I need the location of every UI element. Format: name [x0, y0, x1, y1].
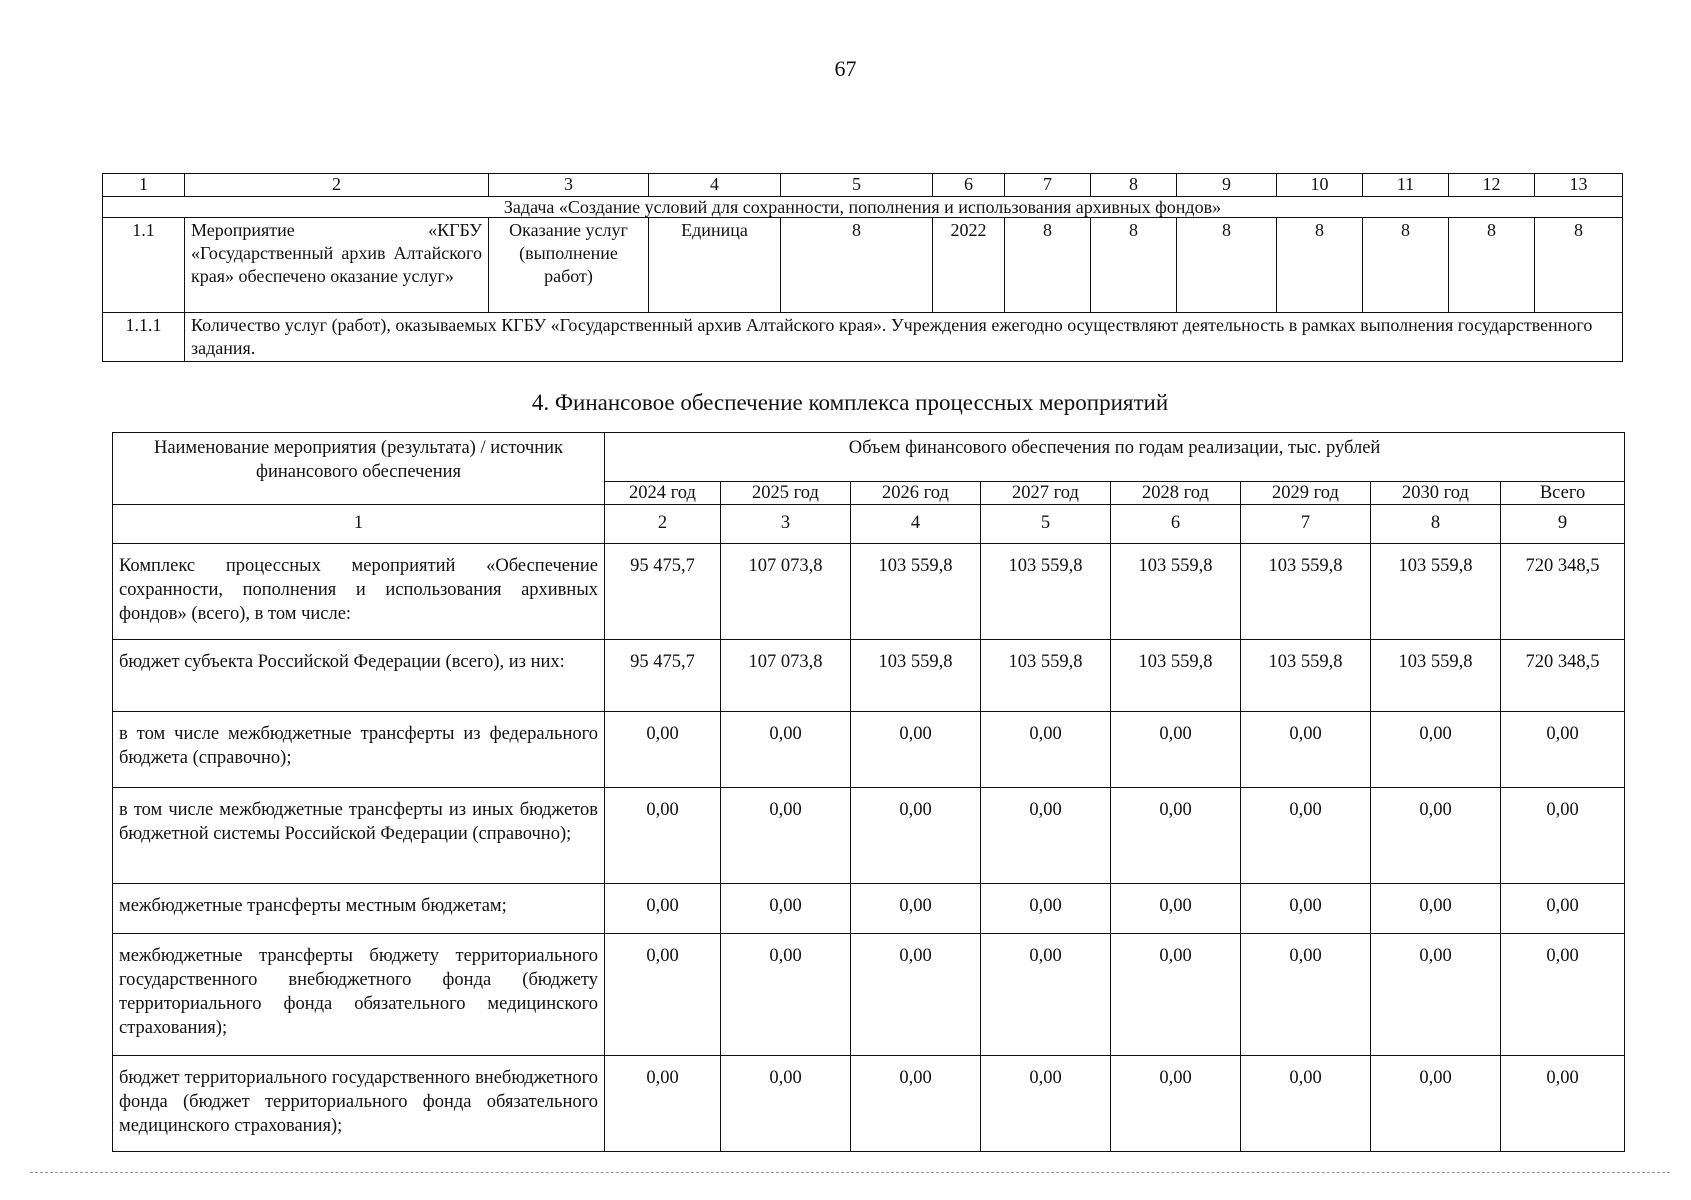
- cell-total: 0,00: [1501, 712, 1625, 788]
- year-header: 2025 год: [721, 482, 851, 505]
- measure-type: Оказание услуг (выполнение работ): [489, 218, 649, 313]
- footer-divider: [30, 1172, 1670, 1175]
- year-value: 8: [1363, 218, 1449, 313]
- cell-value: 103 559,8: [851, 640, 981, 712]
- column-number: 13: [1535, 174, 1623, 197]
- table-row: [113, 1056, 1625, 1152]
- cell-value: 0,00: [605, 788, 721, 884]
- column-number: 11: [1363, 174, 1449, 197]
- cell-value: 0,00: [851, 712, 981, 788]
- year-value: 8: [1177, 218, 1277, 313]
- column-number: 4: [649, 174, 781, 197]
- cell-value: 103 559,8: [1241, 640, 1371, 712]
- year-value: 8: [1277, 218, 1363, 313]
- column-number: 1: [113, 505, 605, 544]
- cell-value: 0,00: [1371, 884, 1501, 934]
- cell-value: 0,00: [1241, 884, 1371, 934]
- cell-total: 0,00: [1501, 934, 1625, 1056]
- table-row: [103, 218, 1623, 313]
- column-number: 12: [1449, 174, 1535, 197]
- cell-value: 0,00: [721, 934, 851, 1056]
- table-row: [113, 934, 1625, 1056]
- cell-value: 0,00: [1371, 934, 1501, 1056]
- cell-value: 0,00: [981, 788, 1111, 884]
- table-row: [113, 884, 1625, 934]
- column-number: 3: [489, 174, 649, 197]
- table-row: [113, 544, 1625, 640]
- cell-value: 0,00: [1111, 788, 1241, 884]
- column-number: 5: [981, 505, 1111, 544]
- table-row: [113, 640, 1625, 712]
- task-title: Задача «Создание условий для сохранности, пополнения и использования архивных фондов»: [103, 197, 1623, 218]
- row-name: Комплекс процессных мероприятий «Обеспечение сохранности, пополнения и использования архивных фондов» (всего), в том числе:: [113, 544, 605, 640]
- cell-value: 103 559,8: [1111, 640, 1241, 712]
- cell-value: 0,00: [1241, 788, 1371, 884]
- cell-value: 0,00: [851, 788, 981, 884]
- year-header: 2024 год: [605, 482, 721, 505]
- cell-value: 103 559,8: [1371, 544, 1501, 640]
- column-number: 2: [185, 174, 489, 197]
- column-header-name: Наименование мероприятия (результата) / источник финансового обеспечения: [113, 433, 605, 505]
- financing-table: [112, 432, 1625, 1152]
- column-numbers-row: [113, 505, 1625, 544]
- year-value: 8: [1091, 218, 1177, 313]
- row-name: межбюджетные трансферты местным бюджетам;: [113, 884, 605, 934]
- row-name: в том числе межбюджетные трансферты из федерального бюджета (справочно);: [113, 712, 605, 788]
- row-name: бюджет территориального государственного внебюджетного фонда (бюджет территориального фонда обязательного медицинского страхования);: [113, 1056, 605, 1152]
- indicators-table: [102, 173, 1623, 362]
- row-name: в том числе межбюджетные трансферты из иных бюджетов бюджетной системы Российской Федерации (справочно);: [113, 788, 605, 884]
- cell-value: 0,00: [981, 1056, 1111, 1152]
- cell-value: 0,00: [721, 788, 851, 884]
- cell-value: 0,00: [1241, 934, 1371, 1056]
- year-header: 2026 год: [851, 482, 981, 505]
- cell-value: 0,00: [1111, 884, 1241, 934]
- cell-value: 0,00: [721, 1056, 851, 1152]
- cell-value: 103 559,8: [851, 544, 981, 640]
- column-number: 7: [1241, 505, 1371, 544]
- year-value: 8: [1005, 218, 1091, 313]
- cell-value: 0,00: [1241, 712, 1371, 788]
- measure-name: Мероприятие «КГБУ «Государственный архив Алтайского края» обеспечено оказание услуг»: [185, 218, 489, 313]
- cell-value: 107 073,8: [721, 544, 851, 640]
- column-number: 8: [1371, 505, 1501, 544]
- row-name: бюджет субъекта Российской Федерации (всего), из них:: [113, 640, 605, 712]
- section-title: 4. Финансовое обеспечение комплекса процессных мероприятий: [531, 390, 1169, 415]
- cell-value: 0,00: [1371, 788, 1501, 884]
- column-number: 4: [851, 505, 981, 544]
- column-group-header: Объем финансового обеспечения по годам реализации, тыс. рублей: [605, 433, 1625, 482]
- year-header: 2028 год: [1111, 482, 1241, 505]
- cell-total: 0,00: [1501, 1056, 1625, 1152]
- column-number: 9: [1177, 174, 1277, 197]
- cell-value: 0,00: [1371, 712, 1501, 788]
- cell-total: 0,00: [1501, 788, 1625, 884]
- row-number: 1.1.1: [103, 313, 185, 362]
- column-number: 1: [103, 174, 185, 197]
- row-number: 1.1: [103, 218, 185, 313]
- table-row: [113, 712, 1625, 788]
- total-header: Всего: [1501, 482, 1625, 505]
- year-header: 2030 год: [1371, 482, 1501, 505]
- cell-value: 95 475,7: [605, 544, 721, 640]
- cell-value: 0,00: [851, 934, 981, 1056]
- cell-value: 0,00: [721, 712, 851, 788]
- result-description: Количество услуг (работ), оказываемых КГБУ «Государственный архив Алтайского края». Учреждения ежегодно осуществляют деятельность в рамках выполнения государственного задания.: [185, 313, 1623, 362]
- cell-value: 0,00: [1371, 1056, 1501, 1152]
- cell-value: 107 073,8: [721, 640, 851, 712]
- cell-value: 0,00: [605, 934, 721, 1056]
- cell-value: 0,00: [1111, 1056, 1241, 1152]
- cell-value: 0,00: [605, 1056, 721, 1152]
- column-number: 7: [1005, 174, 1091, 197]
- task-row: [103, 197, 1623, 218]
- cell-value: 0,00: [1111, 712, 1241, 788]
- measure-unit: Единица: [649, 218, 781, 313]
- column-number: 3: [721, 505, 851, 544]
- year-value: 8: [1535, 218, 1623, 313]
- table-header-row: [113, 433, 1625, 482]
- cell-value: 0,00: [981, 884, 1111, 934]
- column-number: 6: [933, 174, 1005, 197]
- cell-value: 0,00: [851, 1056, 981, 1152]
- cell-total: 0,00: [1501, 884, 1625, 934]
- column-number: 6: [1111, 505, 1241, 544]
- page-number: 67: [834, 56, 857, 81]
- column-number: 2: [605, 505, 721, 544]
- column-number: 9: [1501, 505, 1625, 544]
- cell-value: 0,00: [605, 884, 721, 934]
- column-number: 5: [781, 174, 933, 197]
- cell-value: 0,00: [721, 884, 851, 934]
- cell-value: 103 559,8: [1111, 544, 1241, 640]
- table-row: [113, 788, 1625, 884]
- column-number: 8: [1091, 174, 1177, 197]
- cell-value: 103 559,8: [981, 544, 1111, 640]
- column-number: 10: [1277, 174, 1363, 197]
- year-value: 8: [1449, 218, 1535, 313]
- cell-value: 0,00: [1111, 934, 1241, 1056]
- cell-value: 95 475,7: [605, 640, 721, 712]
- cell-value: 0,00: [981, 934, 1111, 1056]
- cell-total: 720 348,5: [1501, 640, 1625, 712]
- cell-value: 0,00: [851, 884, 981, 934]
- cell-value: 0,00: [605, 712, 721, 788]
- year-header: 2029 год: [1241, 482, 1371, 505]
- table-header-row: [103, 174, 1623, 197]
- cell-value: 0,00: [1241, 1056, 1371, 1152]
- cell-value: 0,00: [981, 712, 1111, 788]
- cell-value: 103 559,8: [1241, 544, 1371, 640]
- cell-total: 720 348,5: [1501, 544, 1625, 640]
- row-name: межбюджетные трансферты бюджету территориального государственного внебюджетного фонда (бюджету территориального фонда обязательного медицинского страхования);: [113, 934, 605, 1056]
- table-row: [103, 313, 1623, 362]
- cell-value: 103 559,8: [981, 640, 1111, 712]
- base-year: 2022: [933, 218, 1005, 313]
- year-header: 2027 год: [981, 482, 1111, 505]
- cell-value: 103 559,8: [1371, 640, 1501, 712]
- base-value: 8: [781, 218, 933, 313]
